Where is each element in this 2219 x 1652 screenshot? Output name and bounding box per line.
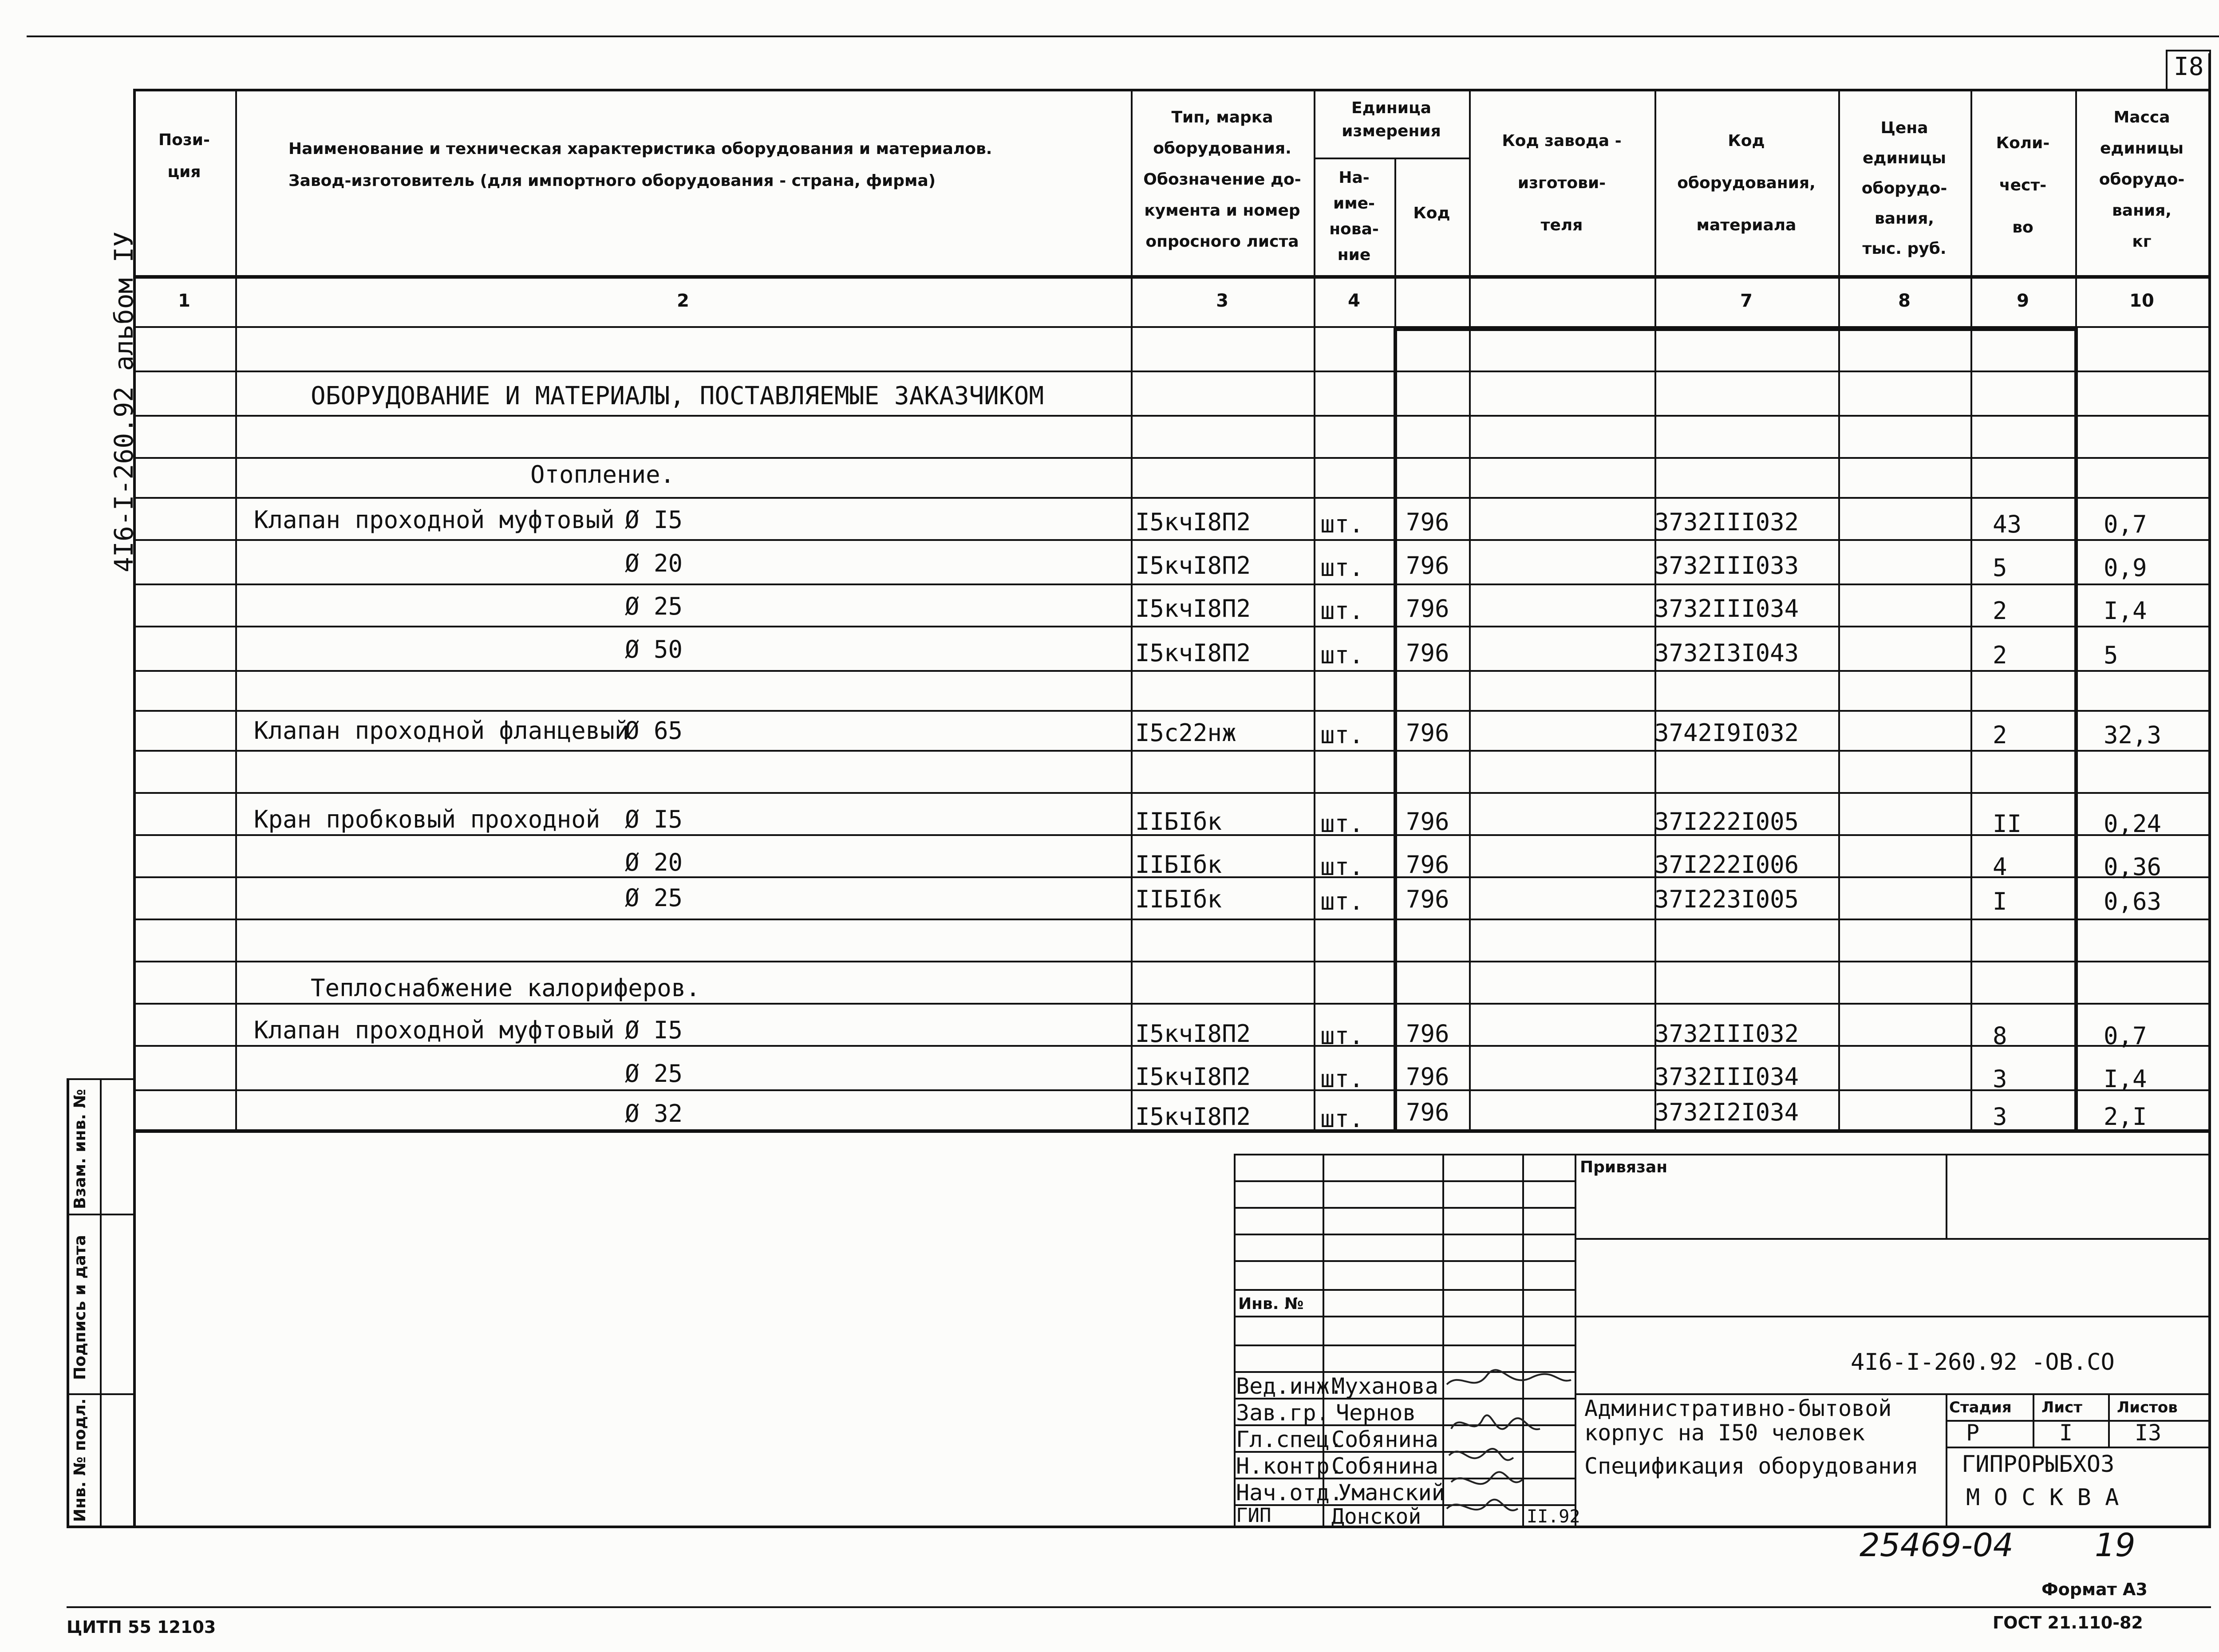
tb-rule — [1234, 1180, 1575, 1182]
tb-col — [1946, 1393, 1947, 1526]
colnum-8: 8 — [1898, 291, 1911, 311]
col-7-title: Код оборудования, материала — [1677, 132, 1816, 234]
row-rule — [133, 919, 2208, 920]
tb-rule — [1234, 1234, 1575, 1235]
frame-right — [2208, 53, 2211, 1526]
stamp-rule — [67, 1078, 133, 1080]
row-unit: шт. — [1320, 1022, 1364, 1050]
row-unit-code: 796 — [1406, 639, 1449, 667]
bold-block-top — [1394, 327, 2077, 331]
col-3-title: Тип, марка оборудования. Обозначение до- кумента и номер опросного листа — [1143, 108, 1301, 251]
signatures-icon — [1442, 1367, 1575, 1526]
row-rule — [133, 497, 2208, 499]
row-equip-code: 3732III033 — [1654, 552, 1799, 580]
row-unit-code: 796 — [1406, 719, 1449, 747]
stamp-vzam-label: Взам. инв. № — [71, 1089, 89, 1209]
top-edge — [27, 35, 2219, 37]
format-label: Формат А3 — [2041, 1580, 2148, 1599]
row-mass: 0,36 — [2104, 853, 2162, 881]
row-unit: шт. — [1320, 887, 1364, 915]
signer-role: Зав.гр. — [1236, 1400, 1330, 1426]
tb-left — [1234, 1154, 1236, 1526]
section-heating: Отопление. — [530, 461, 675, 489]
col-4-title: На- име- нова- ние — [1329, 169, 1379, 264]
row-qty: 2 — [1993, 721, 2007, 749]
row-qty: 43 — [1993, 510, 2022, 538]
row-rule — [133, 750, 2208, 752]
tb-rule — [1946, 1420, 2208, 1422]
stamp-rule — [67, 1393, 133, 1395]
row-type: I5кчI8П2 — [1135, 639, 1251, 667]
row-diameter: Ø 50 — [625, 635, 683, 663]
row-unit: шт. — [1320, 810, 1364, 838]
row-rule — [133, 584, 2208, 585]
frame-top — [133, 89, 2208, 91]
object-line-1: Административно-бытовой — [1584, 1396, 1892, 1421]
signer-name: Собянина — [1331, 1427, 1438, 1452]
stamp-mid — [100, 1078, 102, 1526]
row-type: I5с22нж — [1135, 719, 1236, 747]
row-unit-code: 796 — [1406, 1063, 1449, 1091]
row-mass: 5 — [2104, 641, 2118, 669]
colnum-4: 4 — [1348, 291, 1360, 311]
row-rule — [133, 670, 2208, 672]
signer-role: ГИП — [1236, 1504, 1271, 1527]
row-qty: 2 — [1993, 597, 2007, 625]
col-1-title: Пози- ция — [158, 131, 210, 181]
row-diameter: Ø 20 — [625, 549, 683, 577]
row-equip-code: 3732I3I043 — [1654, 639, 1799, 667]
stamp-rule — [67, 1214, 133, 1215]
row-qty: 4 — [1993, 853, 2007, 881]
col-9-title: Коли- чест- во — [1996, 134, 2050, 237]
tb-rule — [1946, 1447, 2208, 1448]
row-qty: 2 — [1993, 641, 2007, 669]
stage-value: Р — [1966, 1420, 1980, 1446]
row-unit: шт. — [1320, 853, 1364, 881]
row-unit-code: 796 — [1406, 1020, 1449, 1048]
signer-name: Чернов — [1336, 1400, 1416, 1426]
colnum-2: 2 — [677, 291, 689, 311]
row-name: Клапан проходной муфтовый — [254, 506, 615, 534]
row-rule — [133, 415, 2208, 417]
row-rule — [133, 961, 2208, 962]
row-mass: 0,7 — [2104, 1022, 2147, 1050]
colnum-1: 1 — [178, 291, 190, 311]
col-line-1 — [235, 89, 237, 1132]
signer-name: Донской — [1331, 1504, 1421, 1529]
row-rule — [133, 626, 2208, 627]
row-unit: шт. — [1320, 721, 1364, 749]
sheets-label: Листов — [2117, 1399, 2178, 1416]
tb-rule — [1234, 1316, 1575, 1317]
row-diameter: Ø I5 — [625, 1016, 683, 1044]
row-diameter: Ø 20 — [625, 848, 683, 876]
row-unit: шт. — [1320, 1105, 1364, 1133]
col-10-title: Масса единицы оборудо- вания, кг — [2099, 108, 2185, 251]
row-rule — [133, 710, 2208, 712]
row-unit-code: 796 — [1406, 552, 1449, 580]
row-type: I5кчI8П2 — [1135, 552, 1251, 580]
signer-name: Уманский — [1338, 1480, 1445, 1506]
tb-col — [1946, 1154, 1947, 1238]
row-equip-code: 37I223I005 — [1654, 885, 1799, 913]
archive-number: 25469-04 — [1860, 1526, 2014, 1564]
signer-role: Н.контр. — [1236, 1453, 1343, 1479]
row-rule — [133, 371, 2208, 372]
tb-rule — [1575, 1238, 2208, 1240]
row-diameter: Ø 25 — [625, 592, 683, 620]
section-main: ОБОРУДОВАНИЕ И МАТЕРИАЛЫ, ПОСТАВЛЯЕМЫЕ ЗАКАЗЧИКОМ — [311, 382, 1044, 410]
row-equip-code: 37I222I005 — [1654, 808, 1799, 836]
row-qty: 3 — [1993, 1065, 2007, 1093]
row-equip-code: 3732III032 — [1654, 1020, 1799, 1048]
tb-rule — [1234, 1289, 1575, 1291]
tb-rule — [1575, 1316, 2208, 1317]
row-rule — [133, 539, 2208, 541]
tb-rule — [1234, 1260, 1575, 1262]
row-type: IIБIбк — [1135, 851, 1222, 879]
signer-role: Вед.инж. — [1236, 1373, 1343, 1399]
row-qty: I — [1993, 887, 2007, 915]
row-equip-code: 3742I9I032 — [1654, 719, 1799, 747]
row-rule — [133, 457, 2208, 459]
row-unit-code: 796 — [1406, 851, 1449, 879]
stage-label: Стадия — [1949, 1399, 2012, 1416]
row-unit-code: 796 — [1406, 595, 1449, 623]
bold-block-right — [2074, 327, 2078, 1132]
row-mass: I,4 — [2104, 597, 2147, 625]
row-mass: 2,I — [2104, 1103, 2147, 1131]
row-unit: шт. — [1320, 510, 1364, 538]
stamp-inv-label: Инв. № подл. — [71, 1398, 89, 1522]
gost-label: ГОСТ 21.110-82 — [1993, 1613, 2143, 1632]
section-heat-supply: Теплоснабжение калориферов. — [311, 974, 700, 1002]
doc-title: Спецификация оборудования — [1584, 1453, 1919, 1479]
row-name: Клапан проходной муфтовый — [254, 1016, 615, 1044]
col-5-title: Код — [1413, 204, 1450, 222]
inv-no-label: Инв. № — [1238, 1295, 1304, 1313]
row-unit: шт. — [1320, 1065, 1364, 1093]
row-mass: I,4 — [2104, 1065, 2147, 1093]
tb-rule — [1234, 1207, 1575, 1209]
row-name: Кран пробковый проходной — [254, 805, 600, 833]
trim-line — [67, 1606, 2211, 1608]
sheet-label: Лист — [2041, 1399, 2082, 1416]
row-mass: 0,24 — [2104, 810, 2162, 838]
row-type: I5кчI8П2 — [1135, 595, 1251, 623]
header-bottom-rule — [133, 275, 2208, 279]
row-type: I5кчI8П2 — [1135, 1063, 1251, 1091]
row-mass: 0,9 — [2104, 554, 2147, 582]
colnum-3: 3 — [1216, 291, 1228, 311]
org-name: ГИПРОРЫБХОЗ — [1962, 1451, 2115, 1478]
row-mass: 0,7 — [2104, 510, 2147, 538]
row-equip-code: 37I222I006 — [1654, 851, 1799, 879]
sheet-value: I — [2059, 1420, 2073, 1446]
row-type: IIБIбк — [1135, 808, 1222, 836]
designation: 4I6-I-260.92 -ОВ.СО — [1851, 1349, 2115, 1376]
row-equip-code: 3732III032 — [1654, 508, 1799, 536]
row-rule — [133, 1003, 2208, 1005]
colnum-7: 7 — [1740, 291, 1753, 311]
col-2-title: Наименование и техническая характеристика оборудования и материалов. Завод-изготовитель (для импортного оборудования - страна, фирма) — [288, 140, 992, 190]
object-line-2: корпус на I50 человек — [1584, 1420, 1865, 1446]
row-diameter: Ø I5 — [625, 805, 683, 833]
row-type: I5кчI8П2 — [1135, 508, 1251, 536]
col-8-title: Цена единицы оборудо- вания, тыс. руб. — [1861, 119, 1947, 258]
album-side-label: 4I6-I-260.92 альбом IУ — [109, 231, 139, 572]
row-equip-code: 3732III034 — [1654, 595, 1799, 623]
archive-page: 19 — [2095, 1526, 2136, 1564]
row-diameter: Ø I5 — [625, 506, 683, 534]
row-name: Клапан проходной фланцевый — [254, 717, 629, 745]
stamp-left — [67, 1078, 69, 1526]
row-qty: 8 — [1993, 1022, 2007, 1050]
row-unit: шт. — [1320, 597, 1364, 625]
row-diameter: Ø 25 — [625, 884, 683, 912]
row-diameter: Ø 32 — [625, 1100, 683, 1128]
row-qty: II — [1993, 810, 2022, 838]
tb-top — [1234, 1154, 2208, 1155]
unit-group-rule — [1314, 158, 1469, 159]
sheets-value: I3 — [2135, 1420, 2162, 1446]
row-diameter: Ø 25 — [625, 1060, 683, 1088]
row-type: IIБIбк — [1135, 885, 1222, 913]
row-unit-code: 796 — [1406, 508, 1449, 536]
row-unit-code: 796 — [1406, 885, 1449, 913]
row-equip-code: 3732III034 — [1654, 1063, 1799, 1091]
row-mass: 0,63 — [2104, 887, 2162, 915]
row-equip-code: 3732I2I034 — [1654, 1098, 1799, 1126]
sheet-corner-number: I8 — [2174, 52, 2204, 81]
row-qty: 3 — [1993, 1103, 2007, 1131]
privyazan-label: Привязан — [1580, 1158, 1668, 1176]
signer-role: Гл.спец. — [1236, 1427, 1343, 1452]
tb-rule — [1234, 1344, 1575, 1346]
stamp-podpis-label: Подпись и дата — [71, 1235, 89, 1380]
row-type: I5кчI8П2 — [1135, 1020, 1251, 1048]
signer-role: Нач.отд. — [1236, 1480, 1343, 1506]
row-unit-code: 796 — [1406, 808, 1449, 836]
row-unit: шт. — [1320, 641, 1364, 669]
colnum-9: 9 — [2017, 291, 2029, 311]
row-qty: 5 — [1993, 554, 2007, 582]
sign-date: II.92 — [1527, 1506, 1580, 1527]
row-rule — [133, 792, 2208, 794]
colnum-10: 10 — [2129, 291, 2154, 311]
org-city: М О С К В А — [1966, 1484, 2119, 1511]
footer-left-code: ЦИТП 55 12103 — [67, 1617, 216, 1637]
signer-name: Собянина — [1331, 1453, 1438, 1479]
bold-block-left — [1394, 327, 1397, 1132]
row-unit-code: 796 — [1406, 1098, 1449, 1126]
row-mass: 32,3 — [2104, 721, 2162, 749]
signer-name: Муханова — [1331, 1373, 1438, 1399]
row-type: I5кчI8П2 — [1135, 1103, 1251, 1131]
row-unit: шт. — [1320, 554, 1364, 582]
unit-group-title: Единица измерения — [1342, 99, 1441, 140]
row-diameter: Ø 65 — [625, 717, 683, 745]
col-6-title: Код завода - изготови- теля — [1502, 132, 1622, 234]
tb-rule — [1575, 1393, 2208, 1395]
